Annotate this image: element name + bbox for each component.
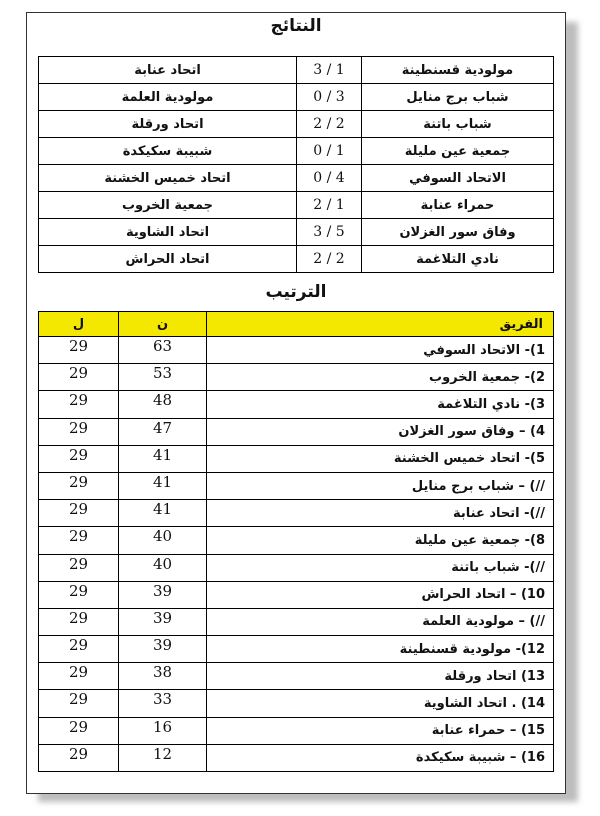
match-score: 2 / 1	[297, 192, 362, 219]
standings-row	[39, 554, 554, 581]
played-cell: 29	[39, 690, 119, 717]
away-team: اتحاد الشاوية	[39, 219, 297, 246]
away-team: اتحاد خميس الخشنة	[39, 165, 297, 192]
away-team: اتحاد عنابة	[39, 57, 297, 84]
points-cell: 16	[119, 717, 207, 744]
played-cell: 29	[39, 608, 119, 635]
away-team: مولودية العلمة	[39, 84, 297, 111]
points-cell: 39	[119, 608, 207, 635]
points-cell: 47	[119, 418, 207, 445]
played-cell: 29	[39, 527, 119, 554]
standings-row	[39, 364, 554, 391]
match-row	[39, 84, 554, 111]
played-cell: 29	[39, 581, 119, 608]
standings-title: الترتيب	[265, 282, 327, 302]
header-played: ل	[39, 312, 119, 337]
team-cell: 2)- جمعية الخروب	[207, 364, 554, 391]
match-score: 2 / 2	[297, 246, 362, 273]
team-cell: 13) اتحاد ورقلة	[207, 663, 554, 690]
standings-row	[39, 690, 554, 717]
away-team: اتحاد الحراش	[39, 246, 297, 273]
points-cell: 41	[119, 472, 207, 499]
standings-row	[39, 500, 554, 527]
match-row	[39, 246, 554, 273]
team-cell: 5)- اتحاد خميس الخشنة	[207, 445, 554, 472]
team-cell: 1)- الاتحاد السوفي	[207, 337, 554, 364]
standings-header-row	[39, 312, 554, 337]
away-team: شبيبة سكيكدة	[39, 138, 297, 165]
points-cell: 39	[119, 581, 207, 608]
points-cell: 40	[119, 527, 207, 554]
standings-table	[38, 311, 554, 772]
match-score: 3 / 1	[297, 57, 362, 84]
played-cell: 29	[39, 337, 119, 364]
match-score: 3 / 5	[297, 219, 362, 246]
points-cell: 41	[119, 445, 207, 472]
team-cell: 14) . اتحاد الشاوية	[207, 690, 554, 717]
team-cell: 4) – وفاق سور الغزلان	[207, 418, 554, 445]
team-cell: 16) – شبيبة سكيكدة	[207, 744, 554, 771]
points-cell: 12	[119, 744, 207, 771]
standings-row	[39, 337, 554, 364]
points-cell: 39	[119, 636, 207, 663]
points-cell: 53	[119, 364, 207, 391]
home-team: جمعية عين مليلة	[362, 138, 554, 165]
match-row	[39, 219, 554, 246]
home-team: شباب برج منايل	[362, 84, 554, 111]
standings-row	[39, 418, 554, 445]
played-cell: 29	[39, 717, 119, 744]
played-cell: 29	[39, 663, 119, 690]
team-cell: //) – شباب برج منايل	[207, 472, 554, 499]
played-cell: 29	[39, 391, 119, 418]
match-row	[39, 111, 554, 138]
points-cell: 33	[119, 690, 207, 717]
team-cell: 8)- جمعية عين مليلة	[207, 527, 554, 554]
standings-row	[39, 581, 554, 608]
standings-row	[39, 744, 554, 771]
team-cell: 12)- مولودية قسنطينة	[207, 636, 554, 663]
standings-row	[39, 472, 554, 499]
standings-row	[39, 445, 554, 472]
match-row	[39, 192, 554, 219]
points-cell: 41	[119, 500, 207, 527]
played-cell: 29	[39, 472, 119, 499]
played-cell: 29	[39, 418, 119, 445]
results-title: النتائج	[270, 16, 322, 36]
standings-row	[39, 527, 554, 554]
team-cell: 10) – اتحاد الحراش	[207, 581, 554, 608]
home-team: نادي التلاغمة	[362, 246, 554, 273]
home-team: الاتحاد السوفي	[362, 165, 554, 192]
standings-row	[39, 608, 554, 635]
match-row	[39, 138, 554, 165]
standings-row	[39, 717, 554, 744]
standings-row	[39, 636, 554, 663]
home-team: وفاق سور الغزلان	[362, 219, 554, 246]
played-cell: 29	[39, 500, 119, 527]
standings-row	[39, 391, 554, 418]
away-team: جمعية الخروب	[39, 192, 297, 219]
team-cell: 15) – حمراء عنابة	[207, 717, 554, 744]
played-cell: 29	[39, 364, 119, 391]
played-cell: 29	[39, 636, 119, 663]
match-score: 0 / 1	[297, 138, 362, 165]
home-team: حمراء عنابة	[362, 192, 554, 219]
away-team: اتحاد ورقلة	[39, 111, 297, 138]
header-points: ن	[119, 312, 207, 337]
team-cell: //)- اتحاد عنابة	[207, 500, 554, 527]
match-score: 0 / 3	[297, 84, 362, 111]
results-table	[38, 56, 554, 273]
team-cell: //)- شباب باتنة	[207, 554, 554, 581]
played-cell: 29	[39, 744, 119, 771]
match-score: 0 / 4	[297, 165, 362, 192]
team-cell: 3)- نادي التلاغمة	[207, 391, 554, 418]
match-row	[39, 165, 554, 192]
standings-row	[39, 663, 554, 690]
played-cell: 29	[39, 554, 119, 581]
header-team: الفريق	[207, 312, 554, 337]
points-cell: 38	[119, 663, 207, 690]
points-cell: 48	[119, 391, 207, 418]
played-cell: 29	[39, 445, 119, 472]
home-team: مولودية قسنطينة	[362, 57, 554, 84]
points-cell: 40	[119, 554, 207, 581]
home-team: شباب باتنة	[362, 111, 554, 138]
points-cell: 63	[119, 337, 207, 364]
match-score: 2 / 2	[297, 111, 362, 138]
match-row	[39, 57, 554, 84]
team-cell: //) – مولودية العلمة	[207, 608, 554, 635]
